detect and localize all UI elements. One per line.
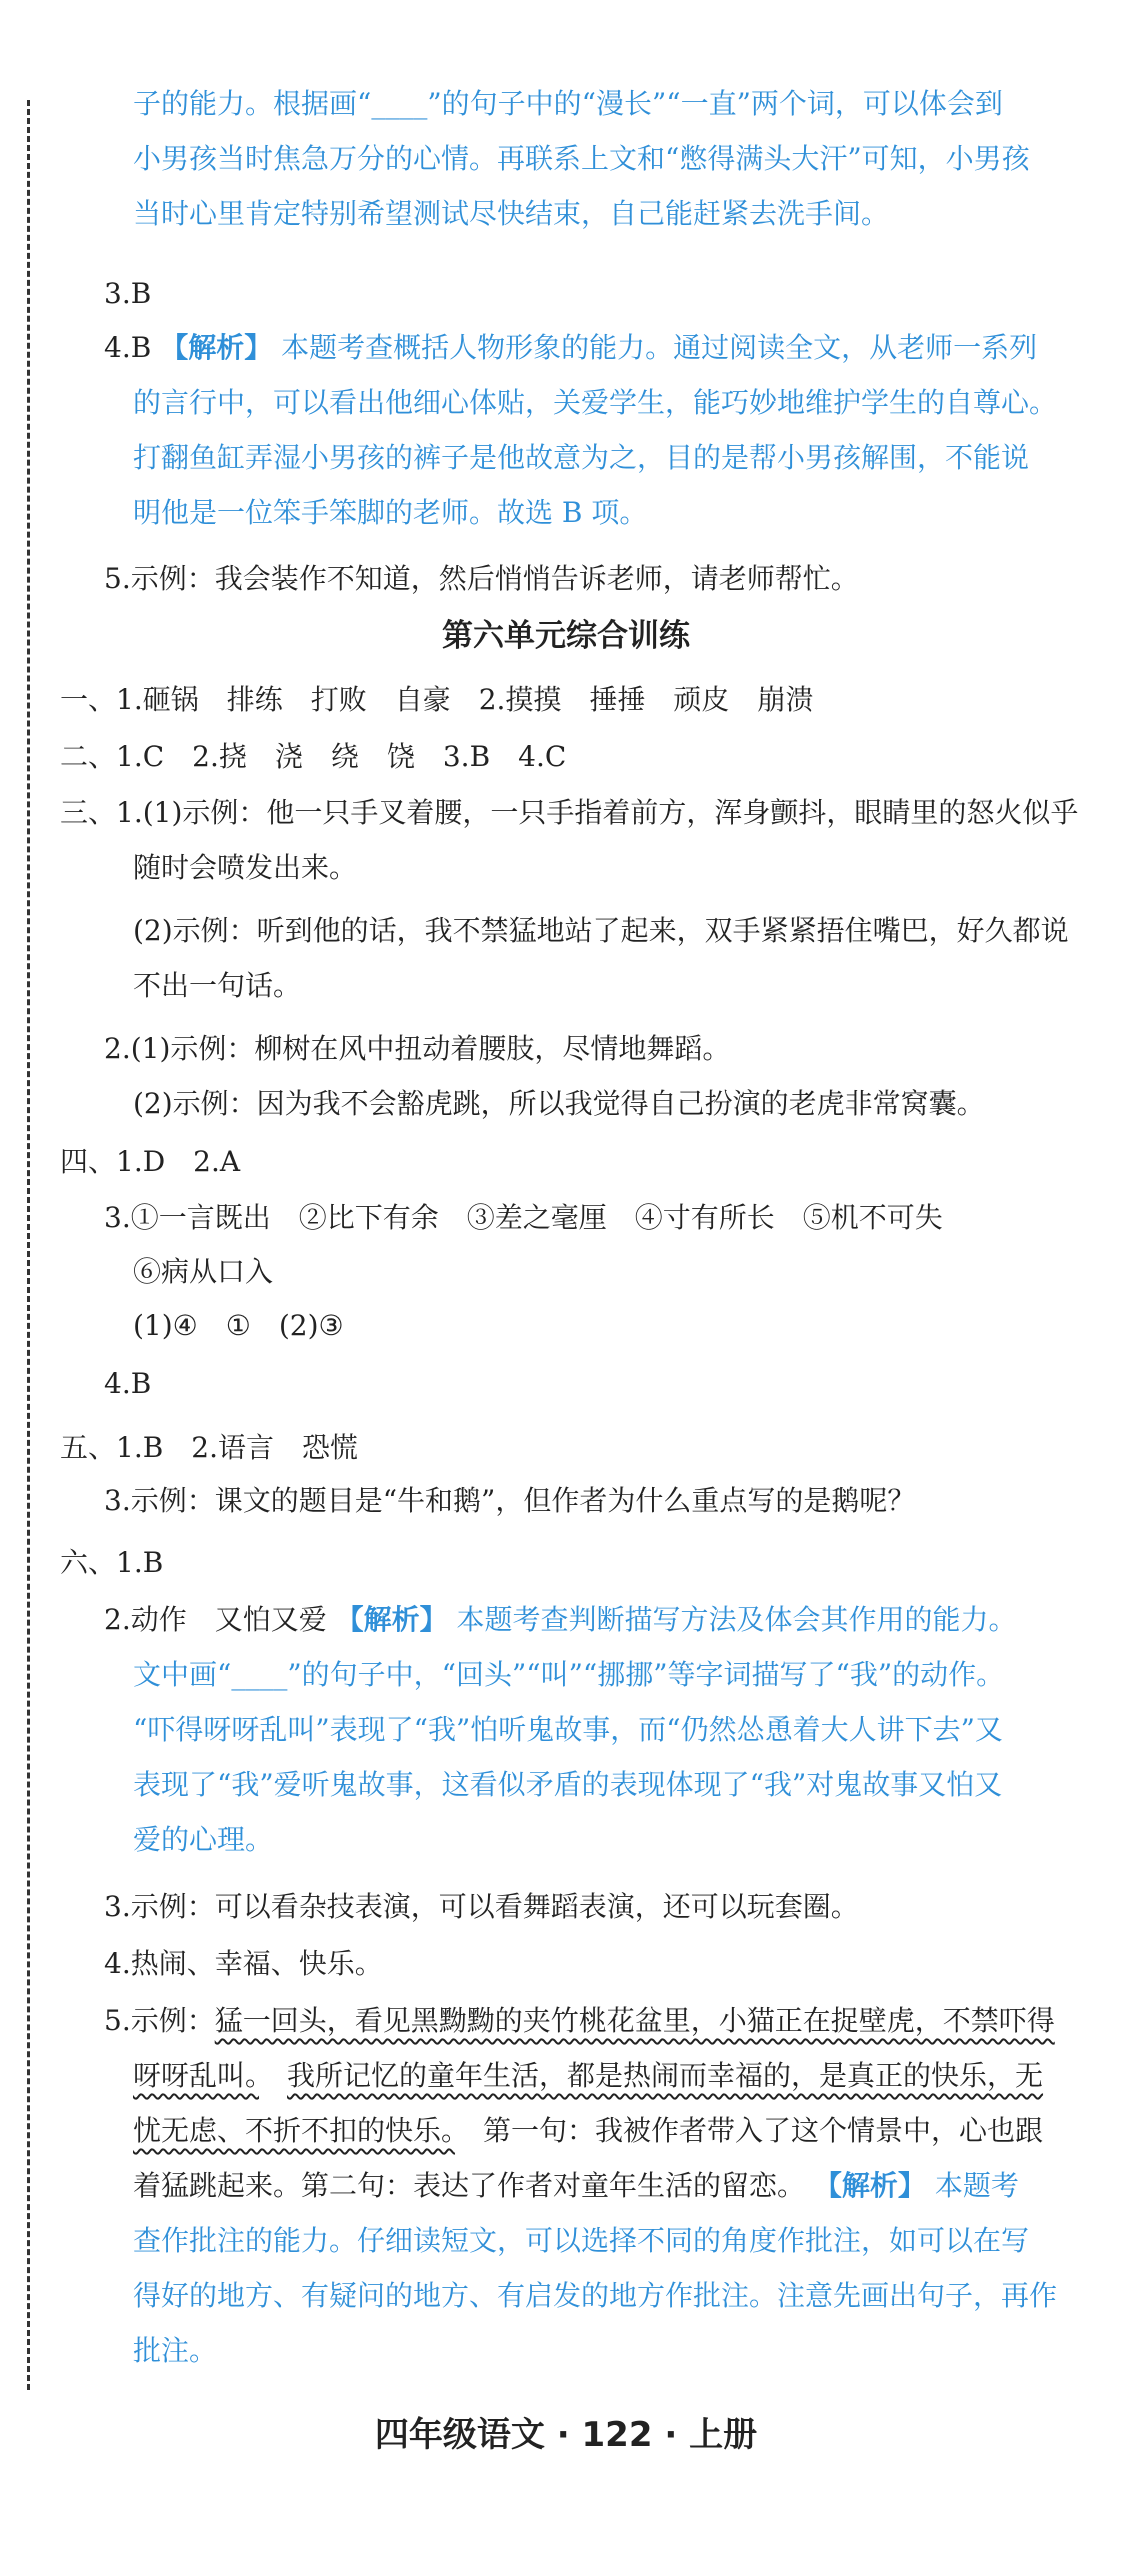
analysis-text: 得好的地方、有疑问的地方、有启发的地方作批注。注意先画出句子，再作 [133,2279,1058,2312]
page-footer: 四年级语文 · 122 · 上册 [374,2415,758,2455]
answer-item [133,2056,1043,2096]
answer-item: (1)④ ① (2)③ [133,1309,344,1342]
answer-item: ⑥病从口入 [133,1255,274,1288]
answer-item: 2.(1)示例：柳树在风中扭动着腰肢，尽情地舞蹈。 [104,1032,731,1065]
analysis-text: 爱的心理。 [133,1823,274,1856]
answer-item [104,2001,1055,2041]
answer-item: 5.示例：我会装作不知道，然后悄悄告诉老师，请老师帮忙。 [104,562,859,595]
answer-item: 3.B [104,277,152,310]
section-title: 第六单元综合训练 [442,618,690,654]
answer-item: 四、1.D 2.A [60,1145,241,1178]
analysis-text: 文中画“____”的句子中，“回头”“叫”“挪挪”等字词描写了“我”的动作。 [133,1658,1005,1691]
analysis-text: 查作批注的能力。仔细读短文，可以选择不同的角度作批注，如可以在写 [133,2224,1030,2257]
analysis-text: 批注。 [133,2334,218,2367]
answer-item [104,1600,1017,1640]
answer-item: 五、1.B 2.语言 恐慌 [60,1431,359,1464]
answer-text: 当时心里肯定特别希望测试尽快结束，自己能赶紧去洗手间。 [133,197,890,230]
analysis-tag: 【解析】 [160,331,273,364]
answer-text: 小男孩当时焦急万分的心情。再联系上文和“憋得满头大汗”可知，小男孩 [133,142,1030,175]
answer-item: 3.①一言既出 ②比下有余 ③差之毫厘 ④寸有所长 ⑤机不可失 [104,1201,943,1234]
analysis-text: 打翻鱼缸弄湿小男孩的裤子是他故意为之，目的是帮小男孩解围，不能说 [133,441,1030,474]
binding-margin-line [27,100,30,2390]
analysis-tag: 【解析】 [335,1603,448,1636]
answer-item [104,328,1037,368]
analysis-tag: 【解析】 [813,2169,926,2202]
analysis-text: 本题考查判断描写方法及体会其作用的能力。 [456,1603,1017,1636]
answer-item: 4.热闹、幸福、快乐。 [104,1947,383,1980]
answer-item: 不出一句话。 [133,969,302,1002]
answer-item [133,2111,1043,2151]
wavy-underlined-text: 我所记忆的童年生活，都是热闹而幸福的，是真正的快乐，无 [287,2059,1044,2092]
analysis-text: 表现了“我”爱听鬼故事，这看似矛盾的表现体现了“我”对鬼故事又怕又 [133,1768,1003,1801]
comment-text: 着猛跳起来。第二句：表达了作者对童年生活的留恋。 [133,2169,806,2202]
analysis-text: 本题考 [934,2169,1019,2202]
answer-item: (2)示例：因为我不会豁虎跳，所以我觉得自己扮演的老虎非常窝囊。 [133,1087,985,1120]
analysis-text: “吓得呀呀乱叫”表现了“我”怕听鬼故事，而“仍然怂恿着大人讲下去”又 [133,1713,1003,1746]
answer-item: 3.示例：可以看杂技表演，可以看舞蹈表演，还可以玩套圈。 [104,1890,859,1923]
answer-item: 二、1.C 2.挠 浇 绕 饶 3.B 4.C [60,740,567,773]
answer-label: 2.动作 又怕又爱 [104,1603,327,1636]
answer-item: 一、1.砸锅 排练 打败 自豪 2.摸摸 捶捶 顽皮 崩溃 [60,683,814,716]
analysis-text: 明他是一位笨手笨脚的老师。故选 B 项。 [133,496,648,529]
wavy-underlined-text: 猛一回头，看见黑黝黝的夹竹桃花盆里，小猫正在捉壁虎，不禁吓得 [214,2004,1055,2037]
answer-text: 子的能力。根据画“____”的句子中的“漫长”“一直”两个词，可以体会到 [133,87,1003,120]
answer-item: 随时会喷发出来。 [133,851,358,884]
answer-label: 4.B [104,331,152,364]
answer-item: 三、1.(1)示例：他一只手叉着腰，一只手指着前方，浑身颤抖，眼睛里的怒火似乎 [60,796,1079,829]
answer-item: 六、1.B [60,1546,164,1579]
wavy-underlined-text: 忧无虑、不折不扣的快乐。 [133,2114,456,2147]
wavy-underlined-text: 呀呀乱叫。 [133,2059,260,2092]
analysis-text: 的言行中，可以看出他细心体贴，关爱学生，能巧妙地维护学生的自尊心。 [133,386,1058,419]
comment-text: 第一句：我被作者带入了这个情景中，心也跟 [483,2114,1044,2147]
answer-item: 3.示例：课文的题目是“牛和鹅”，但作者为什么重点写的是鹅呢？ [104,1484,916,1517]
answer-item: 4.B [104,1367,152,1400]
answer-item [133,2166,1019,2206]
analysis-text: 本题考查概括人物形象的能力。通过阅读全文，从老师一系列 [281,331,1038,364]
answer-item: (2)示例：听到他的话，我不禁猛地站了起来，双手紧紧捂住嘴巴，好久都说 [133,914,1069,947]
answer-label: 5.示例： [104,2004,215,2037]
